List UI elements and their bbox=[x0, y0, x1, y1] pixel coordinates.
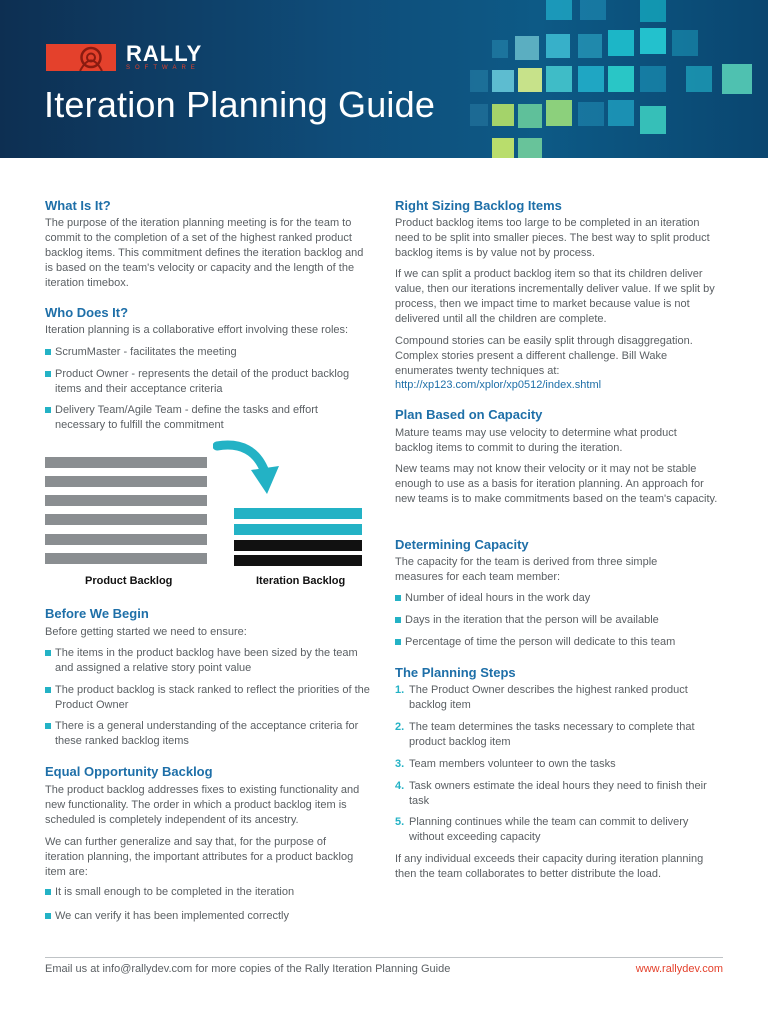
product-backlog-label: Product Backlog bbox=[85, 575, 173, 587]
footer-divider bbox=[45, 957, 723, 958]
heading-plan-based-on-capacity: Plan Based on Capacity bbox=[395, 407, 543, 422]
determining-capacity-intro: The capacity for the team is derived from three simple measures for each team member: bbox=[395, 556, 658, 583]
iteration-backlog-bar-teal bbox=[234, 524, 362, 535]
page-title: Iteration Planning Guide bbox=[44, 84, 436, 125]
list-item: Product Owner - represents the detail of the product backlog items and their acceptance criteria bbox=[45, 367, 370, 397]
curved-arrow-icon bbox=[213, 436, 283, 498]
equal-opportunity-body-2: We can further generalize and say that, for the purpose of iteration planning, the important attributes for a product backlog item are: bbox=[45, 836, 354, 878]
list-item: The items in the product backlog have been sized by the team and assigned a relative story point value bbox=[45, 646, 365, 676]
heading-planning-steps: The Planning Steps bbox=[395, 665, 516, 680]
right-sizing-body-2: If we can split a product backlog item so that its children deliver value, then our iterations incrementally deliver value. If we split by process, then we impact time to market because value is not delivered until all the children are complete. bbox=[395, 268, 715, 325]
list-item: We can verify it has been implemented correctly bbox=[45, 909, 370, 924]
iteration-backlog-bar-black bbox=[234, 540, 362, 551]
iteration-backlog-bar-teal bbox=[234, 508, 362, 519]
heading-determining-capacity: Determining Capacity bbox=[395, 537, 529, 552]
product-backlog-bar bbox=[45, 534, 207, 545]
what-is-it-body: The purpose of the iteration planning meeting is for the team to commit to the completion of a set of the highest ranked product backlog items. This commitment defines the iteration backlog and is based on the team's velocity or capacity and the length of the iteration timebox. bbox=[45, 217, 364, 289]
heading-equal-opportunity: Equal Opportunity Backlog bbox=[45, 764, 213, 779]
heading-what-is-it: What Is It? bbox=[45, 198, 111, 213]
header-banner bbox=[0, 0, 768, 158]
rally-logo-mark-icon bbox=[46, 44, 116, 71]
plan-based-body-1: Mature teams may use velocity to determine what product backlog items to commit to during the iteration. bbox=[395, 427, 677, 454]
list-item: There is a general understanding of the acceptance criteria for these ranked backlog items bbox=[45, 719, 370, 749]
heading-before-we-begin: Before We Begin bbox=[45, 606, 149, 621]
list-item: 3. Team members volunteer to own the tasks bbox=[395, 758, 616, 770]
list-item: 1. The Product Owner describes the highest ranked product backlog item bbox=[395, 684, 688, 711]
footer-website-link[interactable]: www.rallydev.com bbox=[635, 963, 723, 975]
product-backlog-bar bbox=[45, 495, 207, 506]
logo-brand-text: RALLY bbox=[126, 41, 203, 66]
list-item: Delivery Team/Agile Team - define the tasks and effort necessary to fulfill the commitment bbox=[45, 403, 355, 433]
logo-subtitle-text: SOFTWARE bbox=[126, 65, 200, 71]
list-item: It is small enough to be completed in the iteration bbox=[45, 885, 370, 900]
xp123-link[interactable]: http://xp123.com/xplor/xp0512/index.shtml bbox=[395, 379, 602, 391]
iteration-backlog-bar-black bbox=[234, 555, 362, 566]
list-item: Days in the iteration that the person will be available bbox=[395, 613, 720, 628]
before-we-begin-intro: Before getting started we need to ensure: bbox=[45, 626, 247, 638]
rally-logo bbox=[46, 41, 203, 71]
who-does-it-intro: Iteration planning is a collaborative effort involving these roles: bbox=[45, 324, 349, 336]
list-item: 4. Task owners estimate the ideal hours they need to finish their task bbox=[395, 780, 707, 807]
list-item: 2. The team determines the tasks necessary to complete that product backlog item bbox=[395, 721, 695, 748]
product-backlog-bar bbox=[45, 553, 207, 564]
heading-who-does-it: Who Does It? bbox=[45, 305, 129, 320]
list-item: Number of ideal hours in the work day bbox=[395, 591, 720, 606]
plan-based-body-2: New teams may not know their velocity or it may not be stable enough to use as a basis for iteration planning. An approach for new teams is to make commitments based on the team's capacity. bbox=[395, 463, 718, 505]
planning-steps-closing: If any individual exceeds their capacity during iteration planning then the team collaborates to better distribute the load. bbox=[395, 853, 704, 880]
list-item: The product backlog is stack ranked to reflect the priorities of the Product Owner bbox=[45, 683, 370, 713]
right-sizing-body-3: Compound stories can be easily split through disaggregation. Complex stories present a different challenge. Bill Wake enumerates twenty techniques at: bbox=[395, 335, 693, 377]
list-item: Percentage of time the person will dedicate to this team bbox=[395, 635, 720, 650]
list-item: ScrumMaster - facilitates the meeting bbox=[45, 345, 370, 360]
list-item: 5. Planning continues while the team can commit to delivery without exceeding capacity bbox=[395, 816, 689, 843]
equal-opportunity-body-1: The product backlog addresses fixes to existing functionality and new functionality. The order in which a product backlog item is scheduled is completely independent of its ancestry. bbox=[45, 784, 360, 826]
product-backlog-bar bbox=[45, 476, 207, 487]
iteration-backlog-label: Iteration Backlog bbox=[256, 575, 346, 587]
right-sizing-body-1: Product backlog items too large to be completed in an iteration need to be split into smaller pieces. The best way to split product backlog items is by value not by process. bbox=[395, 217, 710, 259]
product-backlog-bar bbox=[45, 457, 207, 468]
product-backlog-bar bbox=[45, 514, 207, 525]
footer-email-text: Email us at info@rallydev.com for more copies of the Rally Iteration Planning Guide bbox=[45, 963, 451, 975]
heading-right-sizing: Right Sizing Backlog Items bbox=[395, 198, 562, 213]
